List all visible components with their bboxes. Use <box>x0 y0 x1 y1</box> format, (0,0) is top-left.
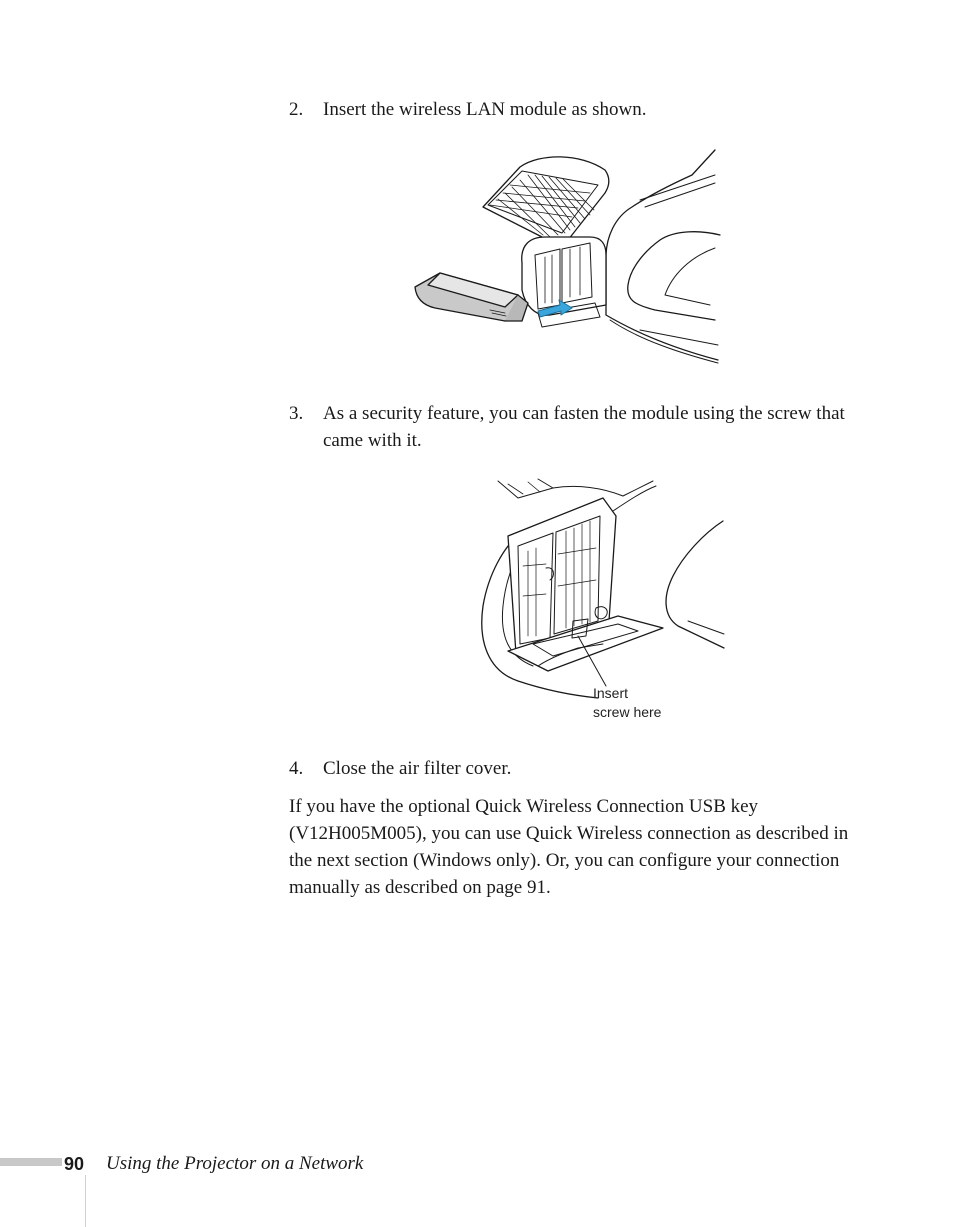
page-number: 90 <box>62 1154 87 1175</box>
step-number: 4. <box>289 758 304 779</box>
step-number: 2. <box>289 99 304 120</box>
step-text: As a security feature, you can fasten the module using the screw that came with it. <box>323 403 845 451</box>
step-3 <box>289 400 849 454</box>
callout-line-1: Insert <box>593 685 629 701</box>
step-text: Insert the wireless LAN module as shown. <box>323 99 647 120</box>
wireless-module-insertion-illustration <box>410 145 725 370</box>
step-4 <box>289 755 849 782</box>
step-text: Close the air filter cover. <box>323 758 512 779</box>
callout-line-2: screw here <box>593 704 662 720</box>
step-2 <box>289 96 849 123</box>
running-title: Using the Projector on a Network <box>106 1153 364 1174</box>
screw-location-illustration <box>478 476 728 716</box>
quick-wireless-paragraph: If you have the optional Quick Wireless Connection USB key (V12H005M005), you can use Quick Wireless connection as described in the next section (Windows only). Or, you can configure your connection manually as described on page 91. <box>289 796 849 898</box>
screw-callout <box>593 684 661 722</box>
step-number: 3. <box>289 403 304 424</box>
